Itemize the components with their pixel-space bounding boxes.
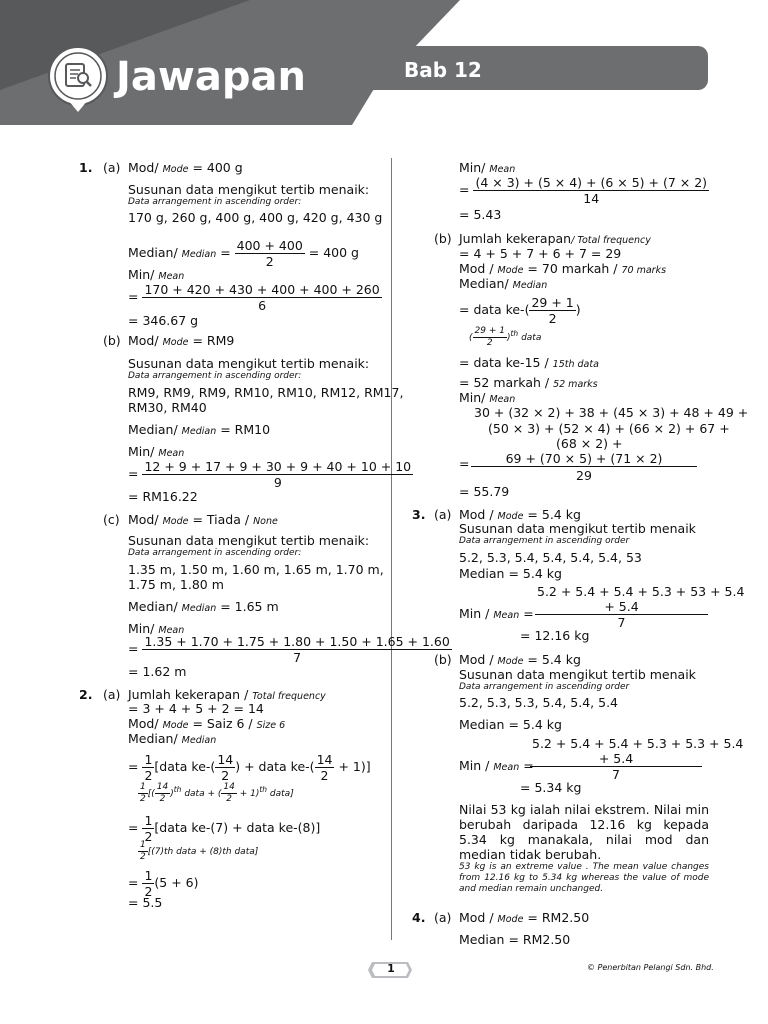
- mean-numerator: (68 × 2) +: [556, 436, 623, 451]
- conclusion-note: Nilai 53 kg ialah nilai ekstrem. Nilai min berubah daripada 12.16 kg kepada 5.34 kg manakala, nilai mod dan median tidak berubah. 53 kg is an extreme value . The mean value changes from 12.16 kg to 5.34 kg whereas the value of mode and median remain unchanged.: [459, 802, 709, 894]
- question-number: 2.: [79, 687, 93, 702]
- arrangement-heading: Susunan data mengikut tertib menaik:: [128, 533, 370, 548]
- mode-line: Mod / Mode = 5.4 kg: [459, 652, 581, 667]
- part-label: (a): [434, 910, 452, 925]
- median-step1: = data ke-( $\frac{29 + 1}{2}$ ): [459, 295, 581, 326]
- median-step1: = $\frac{1}{2}$ [data ke-( $\frac{14}{2}$ ) + data ke-( $\frac{14}{2}$ + 1)]: [128, 752, 371, 783]
- question-number: 1.: [79, 160, 93, 175]
- data-list: 170 g, 260 g, 400 g, 400 g, 420 g, 430 g: [128, 210, 383, 225]
- median-line: Median = 5.4 kg: [459, 717, 562, 732]
- mean-numerator: 69 + (70 × 5) + (71 × 2): [471, 451, 697, 467]
- mean-result: = 1.62 m: [128, 664, 187, 679]
- mean-numerator: 30 + (32 × 2) + 38 + (45 × 3) + 48 + 49 +: [474, 405, 749, 420]
- document-search-icon: [60, 58, 96, 94]
- data-list: 1.35 m, 1.50 m, 1.60 m, 1.65 m, 1.70 m,: [128, 562, 384, 577]
- column-divider: [391, 158, 392, 940]
- total-frequency-label: Jumlah kekerapan / Total frequency: [128, 687, 326, 702]
- mode-line: Mod/ Mode = Saiz 6 / Size 6: [128, 716, 286, 731]
- total-frequency-label: Jumlah kekerapan/ Total frequency: [459, 231, 651, 246]
- total-frequency-sum: = 4 + 5 + 7 + 6 + 7 = 29: [459, 246, 622, 261]
- median-line: Median = 5.4 kg: [459, 566, 562, 581]
- arrangement-heading: Susunan data mengikut tertib menaik: [459, 667, 696, 682]
- mean-denominator: 29: [576, 468, 592, 483]
- mean-label: Min/ Mean: [128, 267, 185, 282]
- mean-fraction: = $\frac{12 + 9 + 17 + 9 + 30 + 9 + 40 + 10 + 10}{9}$: [128, 459, 412, 490]
- median-label: Median/ Median: [128, 731, 217, 746]
- part-label: (b): [434, 652, 452, 667]
- median-step2: = $\frac{1}{2}$ [data ke-(7) + data ke-(8)]: [128, 813, 321, 844]
- median-step2: = data ke-15 / 15th data: [459, 355, 599, 370]
- part-label: (a): [103, 687, 121, 702]
- mode-line: Mod/ Mode = Tiada / None: [128, 512, 278, 527]
- arrangement-translation: Data arrangement in ascending order: [459, 682, 630, 692]
- mean-label: Min/ Mean: [459, 160, 516, 175]
- mean-numerator: (50 × 3) + (52 × 4) + (66 × 2) + 67 +: [488, 421, 730, 436]
- total-frequency-sum: = 3 + 4 + 5 + 2 = 14: [128, 701, 264, 716]
- part-label: (a): [434, 507, 452, 522]
- data-list: RM30, RM40: [128, 400, 207, 415]
- publisher-credit: © Penerbitan Pelangi Sdn. Bhd.: [587, 963, 714, 972]
- mean-result: = 5.43: [459, 207, 502, 222]
- mean-label: Min / Mean =: [459, 606, 534, 621]
- arrangement-heading: Susunan data mengikut tertib menaik:: [128, 356, 370, 371]
- median-line: Median/ Median = $\frac{400 + 400}{2}$ = 400 g: [128, 238, 359, 269]
- mean-result: = RM16.22: [128, 489, 198, 504]
- arrangement-translation: Data arrangement in ascending order:: [128, 197, 302, 207]
- mean-label: Min / Mean =: [459, 758, 534, 773]
- median-label: Median/ Median: [459, 276, 548, 291]
- median-step2-translation: $\frac{1}{2}$ [(7)th data + (8)th data]: [140, 840, 259, 862]
- data-list: 5.2, 5.3, 5.3, 5.4, 5.4, 5.4: [459, 695, 619, 710]
- arrangement-heading: Susunan data mengikut tertib menaik:: [128, 182, 370, 197]
- part-label: (b): [103, 333, 121, 348]
- mean-label: Min/ Mean: [128, 621, 185, 636]
- arrangement-translation: Data arrangement in ascending order: [459, 536, 630, 546]
- data-list: 5.2, 5.3, 5.4, 5.4, 5.4, 5.4, 53: [459, 550, 642, 565]
- mean-result: = 12.16 kg: [520, 628, 590, 643]
- mean-denominator: 7: [617, 615, 626, 630]
- mean-result: = 346.67 g: [128, 313, 199, 328]
- arrangement-translation: Data arrangement in ascending order:: [128, 548, 302, 558]
- mode-line: Mod/ Mode = 400 g: [128, 160, 243, 175]
- chapter-label: Bab 12: [404, 58, 482, 82]
- median-line: Median/ Median = 1.65 m: [128, 599, 279, 614]
- mode-line: Mod / Mode = 70 markah / 70 marks: [459, 261, 667, 276]
- page-title: Jawapan: [116, 54, 306, 100]
- mean-fraction: = $\frac{170 + 420 + 430 + 400 + 400 + 260}{6}$: [128, 282, 380, 313]
- mean-fraction: = $\frac{1.35 + 1.70 + 1.75 + 1.80 + 1.50 + 1.65 + 1.60}{7}$: [128, 634, 450, 665]
- mean-numerator: 5.2 + 5.4 + 5.4 + 5.3 + 5.3 + 5.4: [532, 736, 744, 751]
- mode-line: Mod / Mode = RM2.50: [459, 910, 590, 925]
- part-label: (c): [103, 512, 120, 527]
- mean-label: Min/ Mean: [128, 444, 185, 459]
- mean-numerator: + 5.4: [530, 751, 702, 767]
- mean-numerator: + 5.4: [535, 599, 708, 615]
- mean-denominator: 7: [612, 767, 620, 782]
- mean-result: = 55.79: [459, 484, 510, 499]
- question-number: 3.: [412, 507, 426, 522]
- mean-result: = 5.34 kg: [520, 780, 582, 795]
- mean-numerator: 5.2 + 5.4 + 5.4 + 5.3 + 53 + 5.4: [537, 584, 745, 599]
- mean-fraction: = $\frac{(4 \times 3) + (5 \times 4) + (6 \times 5) + (7 \times 2)}{14}$: [459, 175, 708, 206]
- arrangement-heading: Susunan data mengikut tertib menaik: [459, 521, 696, 536]
- median-result: = 5.5: [128, 895, 163, 910]
- median-step1-translation: $\frac{1}{2}$ [( $\frac{14}{2}$ )$^{th}$ data + ( $\frac{14}{2}$ + 1)$^{th}$ data]: [140, 782, 294, 804]
- data-list: 1.75 m, 1.80 m: [128, 577, 224, 592]
- mode-line: Mod / Mode = 5.4 kg: [459, 507, 581, 522]
- arrangement-translation: Data arrangement in ascending order:: [128, 371, 302, 381]
- median-line: Median/ Median = RM10: [128, 422, 271, 437]
- median-step1-translation: ( $\frac{29 + 1}{2}$ )$^{th}$ data: [469, 326, 542, 348]
- part-label: (b): [434, 231, 452, 246]
- mode-line: Mod/ Mode = RM9: [128, 333, 235, 348]
- median-result: = 52 markah / 52 marks: [459, 375, 598, 390]
- data-list: RM9, RM9, RM9, RM10, RM10, RM12, RM17,: [128, 385, 404, 400]
- mean-equals: =: [459, 456, 470, 471]
- median-step3: = $\frac{1}{2}$ (5 + 6): [128, 868, 199, 899]
- part-label: (a): [103, 160, 121, 175]
- mean-label: Min/ Mean: [459, 390, 516, 405]
- median-line: Median = RM2.50: [459, 932, 571, 947]
- question-number: 4.: [412, 910, 426, 925]
- page-number: 1: [387, 962, 395, 975]
